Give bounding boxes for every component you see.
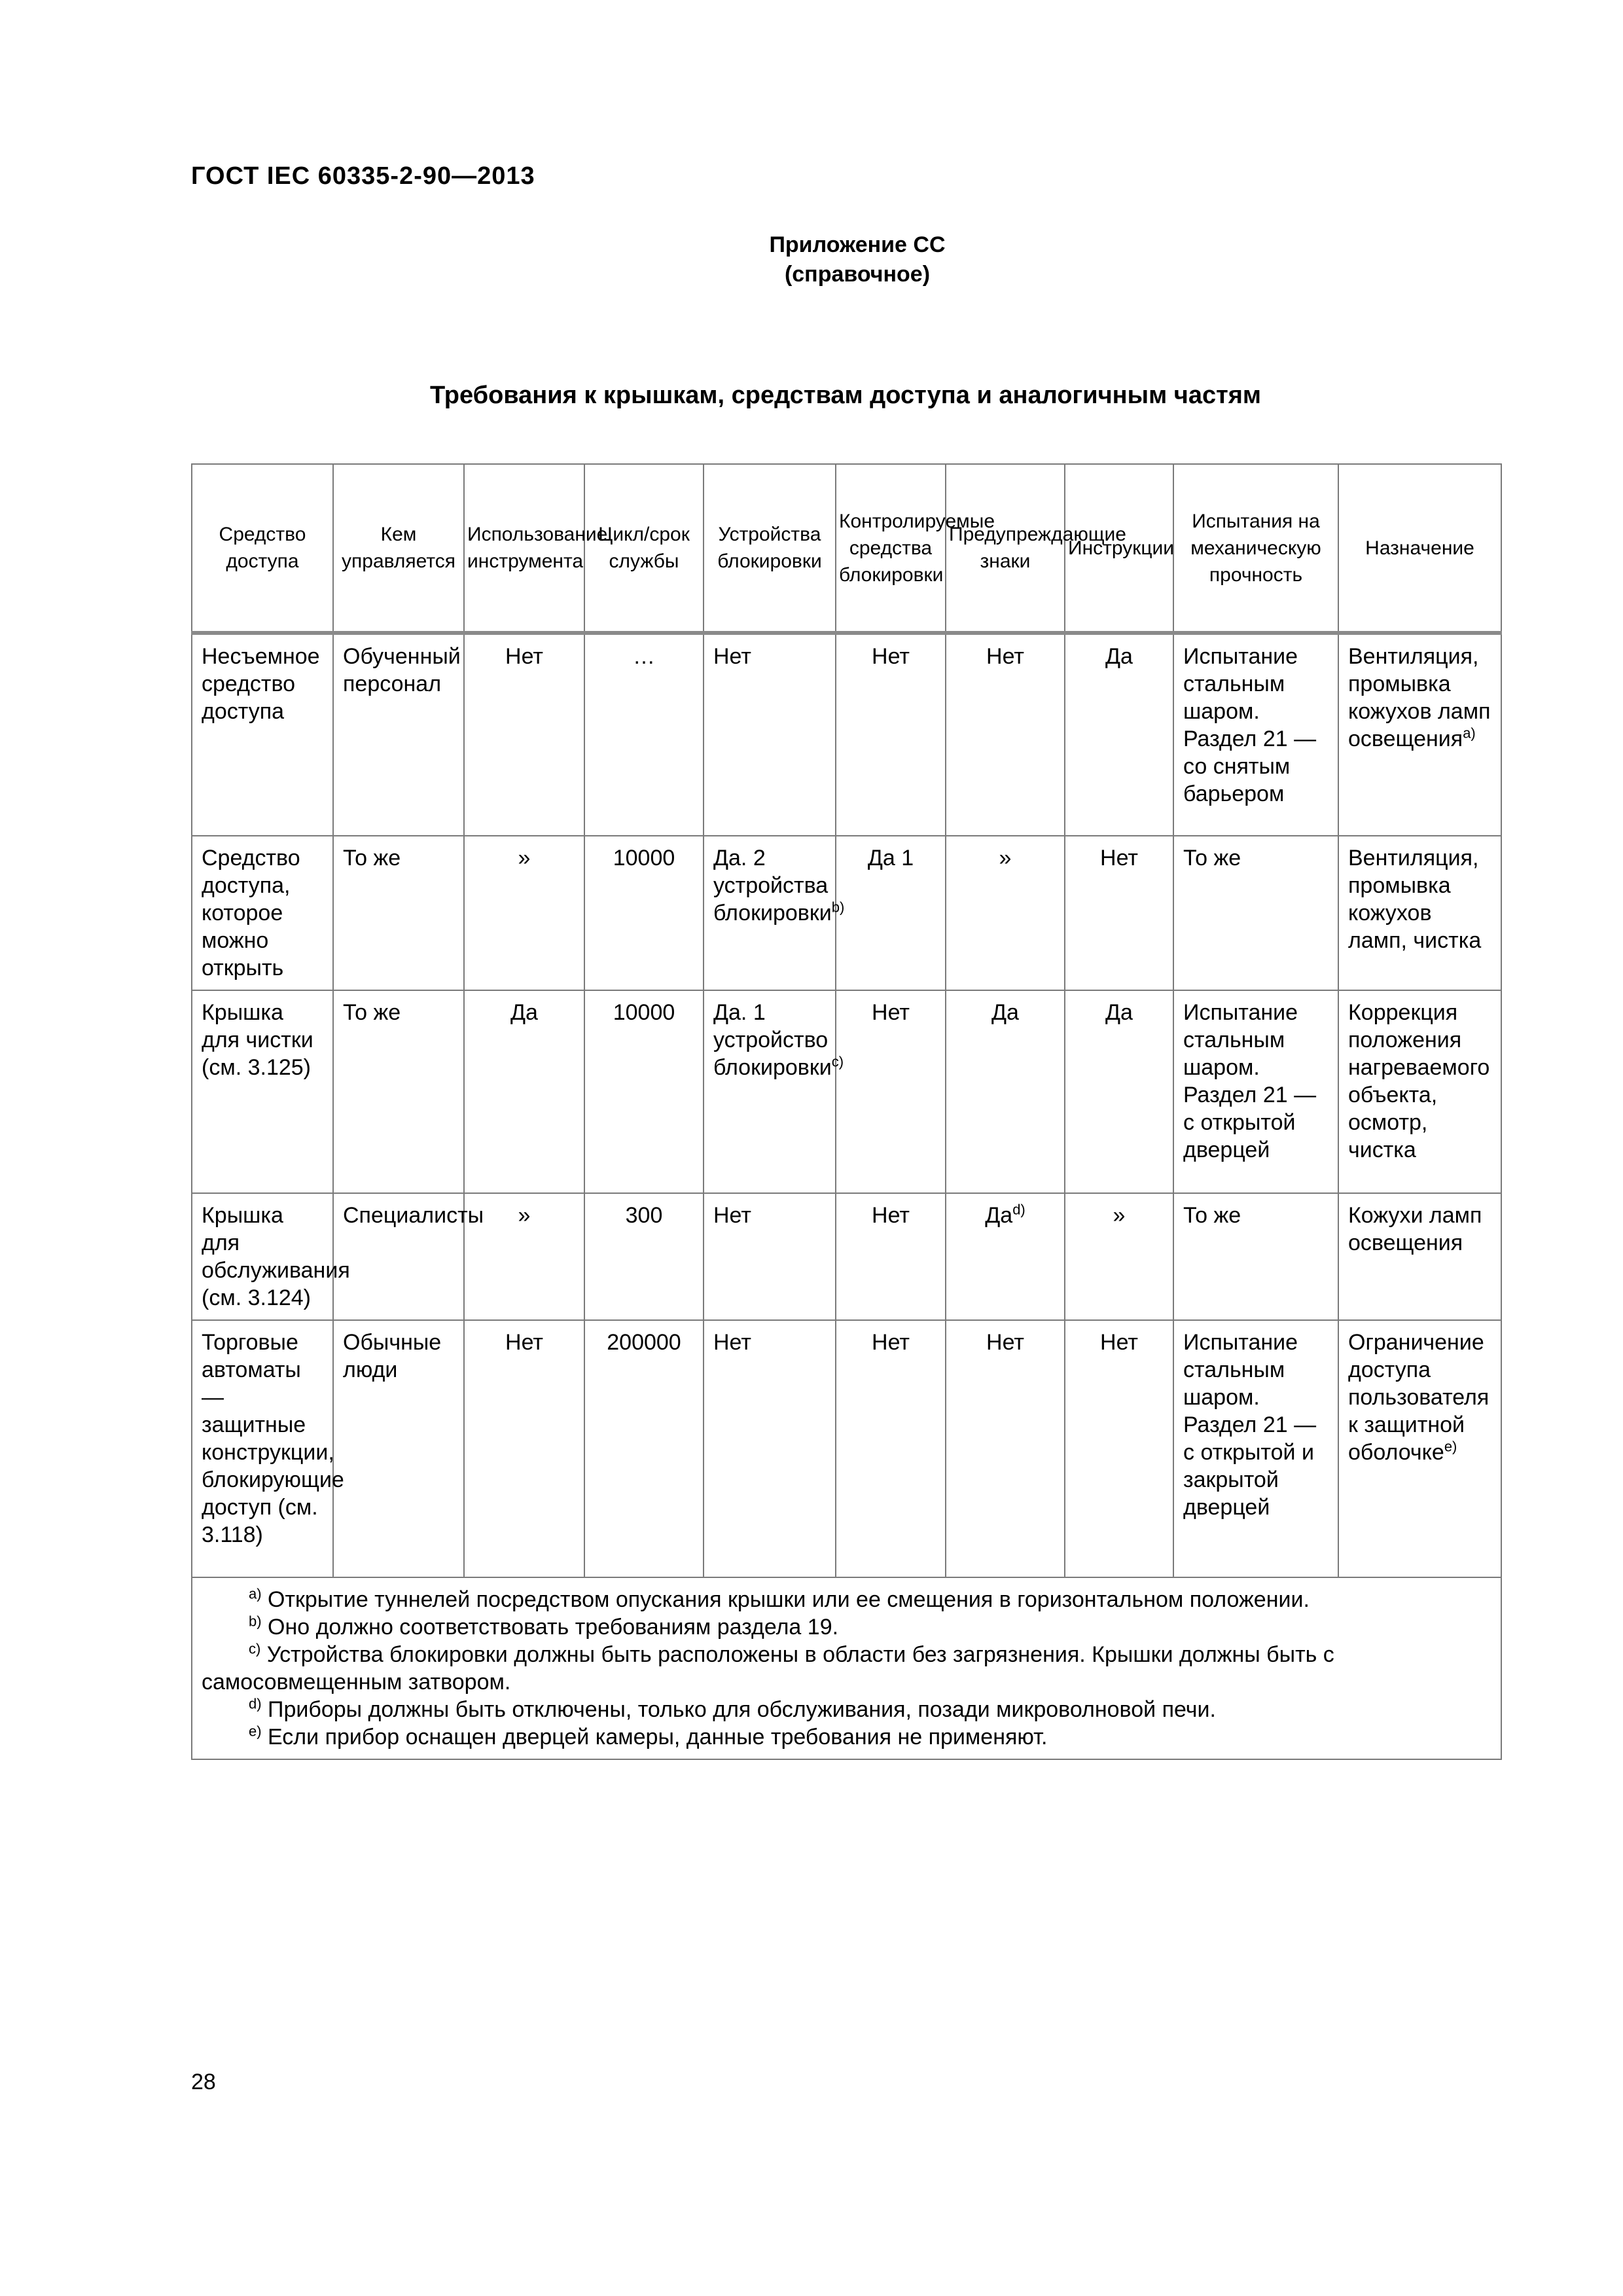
- cell-test: То же: [1173, 1193, 1338, 1320]
- cell-warning: [946, 1320, 1065, 1577]
- cell-instructions: »: [1065, 1193, 1173, 1320]
- cell-warning-text: Нет: [986, 1330, 1024, 1355]
- cell-interlock-text: Нет: [713, 1203, 751, 1228]
- cell-purpose: [1338, 633, 1501, 836]
- column-header-cycle: Цикл/срок службы: [584, 464, 704, 633]
- column-header-test: Испытания на механическую прочность: [1173, 464, 1338, 633]
- footnote-text: Приборы должны быть отключены, только для обслуживания, позади микроволновой печи.: [261, 1697, 1216, 1722]
- cell-access: Крышка для чистки (см. 3.125): [192, 990, 333, 1193]
- cell-interlock: [704, 1320, 836, 1577]
- cell-monitored: Нет: [836, 633, 946, 836]
- document-code: ГОСТ IEC 60335-2-90—2013: [191, 162, 535, 190]
- cell-tool: Нет: [464, 633, 584, 836]
- annex-type: (справочное): [784, 262, 931, 287]
- table-title: Требования к крышкам, средствам доступа и аналогичным частям: [430, 382, 1261, 409]
- footnote-c: [202, 1641, 1491, 1696]
- table-notes: [192, 1577, 1501, 1759]
- column-header-warning: Предупреждающие знаки: [946, 464, 1065, 633]
- cell-interlock: [704, 990, 844, 1193]
- cell-monitored: Нет: [836, 1320, 946, 1577]
- footnote-mark: a): [249, 1585, 262, 1602]
- cell-access: Крышка для обслуживания (см. 3.124): [192, 1193, 333, 1320]
- cell-purpose: [1338, 990, 1501, 1193]
- cell-cycle: 10000: [584, 836, 704, 990]
- footnote-e: [202, 1723, 1491, 1751]
- table-row: [192, 990, 1501, 1193]
- cell-interlock-text: Нет: [713, 1330, 751, 1355]
- cell-tool: Да: [464, 990, 584, 1193]
- cell-purpose-text: Вентиляция, промывка кожухов ламп освещения: [1348, 644, 1491, 751]
- cell-access: Торговые автоматы — защитные конструкции, блокирующие доступ (см. 3.118): [192, 1320, 333, 1577]
- table-notes-row: [192, 1577, 1501, 1759]
- cell-warning: [946, 990, 1065, 1193]
- cell-operated-by: Специалисты: [333, 1193, 464, 1320]
- cell-instructions: Нет: [1065, 836, 1173, 990]
- table-header-row: [192, 464, 1501, 633]
- cell-purpose-text: Ограничение доступа пользователя к защитной оболочке: [1348, 1330, 1489, 1465]
- cell-test: Испытание стальным шаром. Раздел 21 — с открытой дверцей: [1173, 990, 1338, 1193]
- footnote-d: [202, 1696, 1491, 1723]
- cell-test: Испытание стальным шаром. Раздел 21 — со снятым барьером: [1173, 633, 1338, 836]
- cell-monitored: Нет: [836, 1193, 946, 1320]
- cell-cycle: 10000: [584, 990, 704, 1193]
- cell-interlock-text: Да. 2 устройства блокировки: [713, 846, 832, 925]
- footnote-a: [202, 1586, 1491, 1613]
- footnote-mark: e): [1444, 1438, 1457, 1455]
- column-header-operated-by: Кем управляется: [333, 464, 464, 633]
- footnote-mark: c): [249, 1640, 261, 1657]
- cell-instructions: Да: [1065, 633, 1173, 836]
- cell-interlock: [704, 1193, 836, 1320]
- cell-warning-text: Нет: [986, 644, 1024, 669]
- column-header-access: Средство доступа: [192, 464, 333, 633]
- cell-interlock: [704, 836, 845, 990]
- cell-access: Средство доступа, которое можно открыть: [192, 836, 333, 990]
- annex-title: Приложение СС: [769, 232, 946, 257]
- cell-cycle: 300: [584, 1193, 704, 1320]
- footnote-text: Если прибор оснащен дверцей камеры, данные требования не применяют.: [261, 1725, 1048, 1749]
- footnote-mark: b): [249, 1613, 262, 1630]
- table-row: [192, 633, 1501, 836]
- table-row: [192, 1193, 1501, 1320]
- cell-tool: Нет: [464, 1320, 584, 1577]
- cell-warning-text: »: [999, 846, 1012, 870]
- cell-interlock-text: Нет: [713, 644, 751, 669]
- cell-purpose-text: Коррекция положения нагреваемого объекта, осмотр, чистка: [1348, 1000, 1490, 1162]
- footnote-text: Устройства блокировки должны быть расположены в области без загрязнения. Крышки должны быть с самосовмещенным затвором.: [202, 1642, 1334, 1695]
- footnote-b: [202, 1613, 1491, 1641]
- cell-warning: [946, 1193, 1065, 1320]
- footnote-mark: d): [249, 1695, 262, 1712]
- cell-warning-text: Да: [985, 1203, 1013, 1228]
- cell-test: То же: [1173, 836, 1338, 990]
- cell-warning: [946, 633, 1065, 836]
- footnote-mark: a): [1463, 725, 1476, 742]
- cell-interlock: [704, 633, 836, 836]
- cell-purpose: [1338, 1320, 1501, 1577]
- cell-warning-text: Да: [991, 1000, 1019, 1025]
- footnote-mark: c): [831, 1053, 844, 1070]
- requirements-table: [191, 463, 1502, 1760]
- cell-operated-by: Обученный персонал: [333, 633, 464, 836]
- footnote-text: Оно должно соответствовать требованиям раздела 19.: [261, 1615, 839, 1640]
- cell-cycle: …: [584, 633, 704, 836]
- footnote-mark: b): [831, 899, 845, 916]
- cell-interlock-text: Да. 1 устройство блокировки: [713, 1000, 832, 1080]
- footnote-text: Открытие туннелей посредством опускания крышки или ее смещения в горизонтальном положении.: [261, 1587, 1310, 1612]
- table-row: [192, 1320, 1501, 1577]
- cell-test: Испытание стальным шаром. Раздел 21 — с открытой и закрытой дверцей: [1173, 1320, 1338, 1577]
- cell-operated-by: То же: [333, 990, 464, 1193]
- page-number: 28: [191, 2070, 216, 2094]
- column-header-monitored: Контролируемые средства блокировки: [836, 464, 946, 633]
- cell-access: Несъемное средство доступа: [192, 633, 333, 836]
- footnote-mark: d): [1012, 1201, 1026, 1218]
- cell-purpose-text: Кожухи ламп освещения: [1348, 1203, 1482, 1255]
- cell-instructions: Нет: [1065, 1320, 1173, 1577]
- cell-tool: »: [464, 836, 584, 990]
- cell-purpose-text: Вентиляция, промывка кожухов ламп, чистка: [1348, 846, 1482, 953]
- cell-operated-by: То же: [333, 836, 464, 990]
- cell-tool: »: [464, 1193, 584, 1320]
- cell-purpose: [1338, 836, 1501, 990]
- column-header-instructions: Инструкции: [1065, 464, 1173, 633]
- column-header-tool: Использование инструмента: [464, 464, 584, 633]
- cell-instructions: Да: [1065, 990, 1173, 1193]
- footnote-mark: e): [249, 1723, 262, 1740]
- column-header-interlock: Устройства блокировки: [704, 464, 836, 633]
- column-header-purpose: Назначение: [1338, 464, 1501, 633]
- cell-operated-by: Обычные люди: [333, 1320, 464, 1577]
- cell-purpose: [1338, 1193, 1501, 1320]
- cell-warning: [946, 836, 1065, 990]
- cell-monitored: Да 1: [836, 836, 946, 990]
- cell-cycle: 200000: [584, 1320, 704, 1577]
- cell-monitored: Нет: [836, 990, 946, 1193]
- table-row: [192, 836, 1501, 990]
